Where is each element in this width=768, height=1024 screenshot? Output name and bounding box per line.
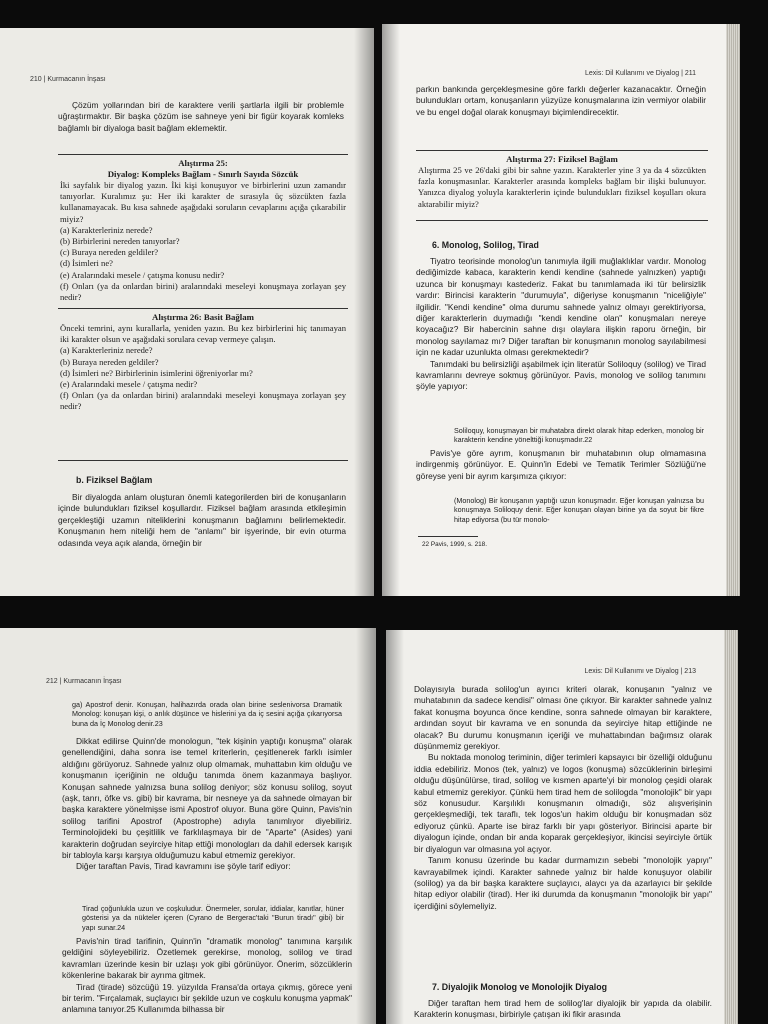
section-heading-6: 6. Monolog, Solilog, Tirad (432, 240, 539, 250)
divider (58, 308, 348, 309)
section-heading-b: b. Fiziksel Bağlam (76, 475, 153, 485)
paragraph: Tanımdaki bu belirsizliği aşabilmek için literatür Soliloquy (solilog) ve Tirad kavramlarını devreye sokmuş görünüyor. Pavis, monolog ve solilog tanımını şöyle yapıyor: (416, 358, 706, 392)
exercise-27-title: Alıştırma 27: Fiziksel Bağlam (506, 154, 618, 164)
footnote-rule (418, 536, 478, 537)
page-gutter-shadow (354, 28, 374, 596)
exercise-26-body: Önceki temrini, aynı kurallarla, yeniden yazın. Bu kez birbirlerini hiç tanımayan iki karakter olsun ve aşağıdaki sorulara cevap vermeye çalışın. (60, 323, 346, 345)
footnote: 22 Pavis, 1999, s. 218. (422, 541, 488, 548)
block-quote: Soliloquy, konuşmayan bir muhatabra direkt olarak hitap ederken, monolog bir karakterin kendine yönelttiği konuşmadır.22 (454, 426, 704, 445)
page-210 (0, 28, 374, 596)
paragraph: Tanım konusu üzerinde bu kadar durmamızın sebebi "monolojik yapıyı" kavrayabilmek içindi. Karakter sahnede yalnız bir halde konuşuyor olabilir (solilog) ya da bir başka karaktere suçlayıcı, alaycı ya da azarlayıcı bir şekilde hitap ediyor olabilir (tirad). Her iki durumda da konuşmanın "monolojik bir yapı" içerdiğini söylemeliyiz. (414, 855, 712, 911)
question-item: (d) İsimleri ne? Birbirlerinin isimlerini öğreniyorlar mı? (60, 367, 253, 378)
section-heading-7: 7. Diyalojik Monolog ve Monolojik Diyalog (432, 982, 607, 992)
question-item: (e) Aralarındaki mesele / çatışma nedir? (60, 379, 198, 390)
paragraph: Tirad (tirade) sözcüğü 19. yüzyılda Fransa'da ortaya çıkmış, görece yeni bir terim. "Fırçalamak, suçlayıcı bir şekilde uzun ve coşkulu konuşma yapmak" anlamına tanıyor.25 Kullanımda bilhassa bir (62, 981, 352, 1015)
page-gutter-shadow (382, 24, 400, 596)
paragraph: Diğer taraftan hem tirad hem de solilog'lar diyalojik bir yapıda da olabilir. Karakterin konuşması, birbiriyle çatışan iki fikir arasında (414, 998, 712, 1020)
divider (416, 220, 708, 221)
paragraph: Tiyatro teorisinde monolog'un tanımıyla ilgili muğlaklıklar vardır. Monolog dediğimizde kabaca, karakterin kendi kendine (sahnede yalnızken) yaptığı uzunca bir konuşmayı kastederiz. Fakat bu tanımlamada iki tür belirsizlik vardır: Birincisi karakterin "durumuyla", diğeriyse konuşmanın "niceliğiyle" ilgilidir. "Kendi kendine" olma durumu sahnede yalnız olmayı gerektiriyorsa, diğer karakterlerin duymadığı "kendi kendine olan" konuşmaları nereye koyacağız? Bir habercinin sahne dışı olaylara ilişkin raporu örneğin, bir monolog sayılamaz mı? Diğer taraftan bir konuşmanın monolog sayılabilmesi için ne kadar uzunlukta olması gerekmektedir? (416, 256, 706, 358)
question-item: (c) Buraya nereden geldiler? (60, 247, 159, 258)
block-quote: (Monolog) Bir konuşanın yaptığı uzun konuşmadır. Eğer konuşan yalnızsa bu konuşmaya Soliloquy denir. Eğer konuşan olayan birine ya da soyut bir fikre hitap ediyorsa (bu tür monolo- (454, 496, 704, 524)
question-item: (a) Karakterleriniz nerede? (60, 224, 153, 235)
page-edge (724, 630, 738, 1024)
page-212 (0, 628, 376, 1024)
page-gutter-shadow (356, 628, 376, 1024)
paragraph: Diğer taraftan Pavis, Tirad kavramını ise şöyle tarif ediyor: (76, 861, 291, 872)
page-header: 210 | Kurmacanın İnşası (30, 76, 106, 83)
block-quote: Tirad çoğunlukla uzun ve coşkuludur. Önermeler, sorular, iddialar, kanıtlar, hüner gösterisi ya da nükteler içeren (Cyrano de Bergerac'taki "Burun tiradı" gibi) bir yapı sunar.24 (82, 904, 344, 932)
divider (58, 154, 348, 155)
exercise-25-body: İki sayfalık bir diyalog yazın. İki kişi konuşuyor ve birbirlerini uzun zamandır tanıyorlar. Kuralımız şu: Her iki karakter de sırasıyla üç sözcükten fazla kullanamayacak. Bu kısa sahnede aşağıdaki soruların cevaplarını açığa çıkarabilir miyiz? (60, 180, 346, 224)
page-header: Lexis: Dil Kullanımı ve Diyalog | 213 (584, 668, 696, 675)
section-b-body: Bir diyalogda anlam oluşturan önemli kategorilerden biri de konuşanların içinde bulundukları fiziksel koşullardır. Fiziksel bağlam arasında etkileşimin gerçekleştiği uzamın niteliklerini konuşmanın bağlamını belirlemektedir. Konuşmanın hem niteliği hem de "anlamı" bir işyerinde, bir evin oturma odasında veya açık alanda, örneğin bir (58, 492, 346, 548)
page-header: Lexis: Dil Kullanımı ve Diyalog | 211 (584, 70, 696, 77)
exercise-25-subtitle: Diyalog: Kompleks Bağlam - Sınırlı Sayıda Sözcük (107, 169, 299, 179)
divider (416, 150, 708, 151)
paragraph: Dolayısıyla burada solilog'un ayırıcı kriteri olarak, konuşanın "yalnız ve muhatabının da sadece kendisi" olması öne çıkıyor. Bir karakter sahnede yalnız fakat konuşma boyunca önce kendine, sonra sahnede olmayan bir karaktere, ardından soyut bir kavrama ve en sonunda da seyirciye hitap ettiğinde ne olacak? Bu durumu konuşmanın içeriği ve muhattabından bağımsız olarak düşünmemiz gerekiyor. (414, 684, 712, 752)
page-edge (726, 24, 740, 596)
question-item: (b) Birbirlerini nereden tanıyorlar? (60, 236, 180, 247)
paragraph: Pavis'nin tirad tarifinin, Quinn'in "dramatik monolog" tanımına karşılık geldiğini söyleyebiliriz. Özetlemek gerekirse, monolog, solilog ve tirad kavramları üzerinde kesin bir uzlaşı yok gibi görünüyor. Önerim, sözcüklerin kökenlerine bakarak bir ayrıma gitmek. (62, 936, 352, 981)
exercise-26-questions (60, 345, 346, 412)
exercise-27-body: Alıştırma 25 ve 26'daki gibi bir sahne yazın. Karakterler yine 3 ya da 4 sözcükten fazla konuşmasınlar. Karakterler arasında kompleks bağlam bir ilişki bulunuyor. Yanızca diyalog yoluyla karakterlerin içinde bulundukları fiziksel koşulları okura aktarabilir miyiz? (418, 165, 706, 209)
question-item: (d) İsimleri ne? (60, 258, 113, 269)
exercise-25-title: Alıştırma 25: (178, 158, 228, 168)
question-item: (b) Buraya nereden geldiler? (60, 356, 159, 367)
paragraph: Dikkat edilirse Quinn'de monologun, "tek kişinin yaptığı konuşma" olarak genellendiğini, daha sonra ise temel kriterlerin, çeşitlenerek farklı isimler aldığını görüyoruz. Sahnede yalnız olup olmamak, muhattabın kim olduğu ve konuşmanın içeriğinin ne olduğu tanımda önem kazanmaya başlıyor. Konuşan sahnede yalnızsa buna solilog deniyor; söz konusu solilog, soyut (aşk, tanrı, öfke vs. gibi) bir kavrama, bir nesneye ya da sahnede olmayan bir başka karaktere yönelmişse ismi Apostrof oluyor. Buna göre Quinn, Pavis'nin solilog tarifini Apostrof (Apostrophe) adıyla tanımlıyor diyebiliriz. Terminolojideki bu çeşitlilik ve farklılaşmaya bir de "Aparte" (Asides) yani karakterin doğrudan seyirciye hitap ettiği monologları da dahil edersek karışık bir tabloyla karşı karşıya olduğumuzu kabul etmemiz gerekiyor. (62, 736, 352, 861)
question-item: (f) Onları (ya da onlardan birini) aralarındaki meseleyi konuşmaya zorlayan şey nedir? (60, 280, 346, 303)
exercise-26-title: Alıştırma 26: Basit Bağlam (152, 312, 254, 322)
page-213 (386, 630, 738, 1024)
block-quote: ga) Apostrof denir. Konuşan, halihazırda orada olan birine seslenivorsa Dramatik Monolog: konuşan kişi, o anlık düşünce ve hislerini ya da iç sesini açığa çıkarıyorsa buna da İç Monolog denir.23 (72, 700, 342, 728)
intro-paragraph: parkın bankında gerçekleşmesine göre farklı değerler kazanacaktır. Örneğin bulundukları ortam, konuşanların yüzyüze konuşmalarına izin vermiyor olabilir ve bu engel doğal olarak konuşmayı biçimlendirecektir. (416, 84, 706, 117)
page-gutter-shadow (386, 630, 404, 1024)
question-item: (a) Karakterleriniz nerede? (60, 345, 153, 356)
page-header: 212 | Kurmacanın İnşası (46, 678, 122, 685)
question-item: (e) Aralarındaki mesele / çatışma konusu nedir? (60, 269, 225, 280)
intro-paragraph: Çözüm yollarından biri de karaktere verili şartlarla ilgili bir problemle uğraştırmaktır. Bir başka çözüm ise sahneye yeni bir figür koyarak komleks bağlamlı bir diyaloga basit bağlam eklemektir. (58, 100, 344, 133)
divider (58, 460, 348, 461)
exercise-25-questions (60, 225, 346, 303)
paragraph: Pavis'ye göre ayrım, konuşmanın bir muhatabının olup olmamasına indirgenmiş görünüyor. E. Quinn'in Edebi ve Tematik Terimler Sözlüğü'ne göreyse yeni bir ayrım karşımıza çıkıyor: (416, 448, 706, 481)
page-211 (382, 24, 740, 596)
question-item: (f) Onları (ya da onlardan birini) aralarındaki meseleyi konuşmaya zorlayan şey nedir? (60, 390, 346, 412)
paragraph: Bu noktada monolog teriminin, diğer terimleri kapsayıcı bir özelliği olduğunu iddia edebiliriz. Monos (tek, yalnız) ve logos (konuşma) sözcüklerinin birleşimi olduğu düşünülürse, tirad, solilog ve kısmen aparte'yi bir monolog çeşidi olarak kabul etmemiz gerekiyor. Çünkü hem tirad hem de solilogda "monolojik" bir yapı söz konusudur. Karşılıklı konuşmanın olmadığı, söz alışverişinin gerçekleşmediği, tek taraflı, tek logos'un hakim olduğu bir konuşmadan söz ediyoruz çünkü. Aparte ise biraz farklı bir yapı gösteriyor. Birincisi aparte bir diyalogun içinde, ondan bir anda koparak gerçekleşiyor, ikincisi seyirciyle örtük bir diyalogun var olmasına yol açıyor. (414, 752, 712, 854)
